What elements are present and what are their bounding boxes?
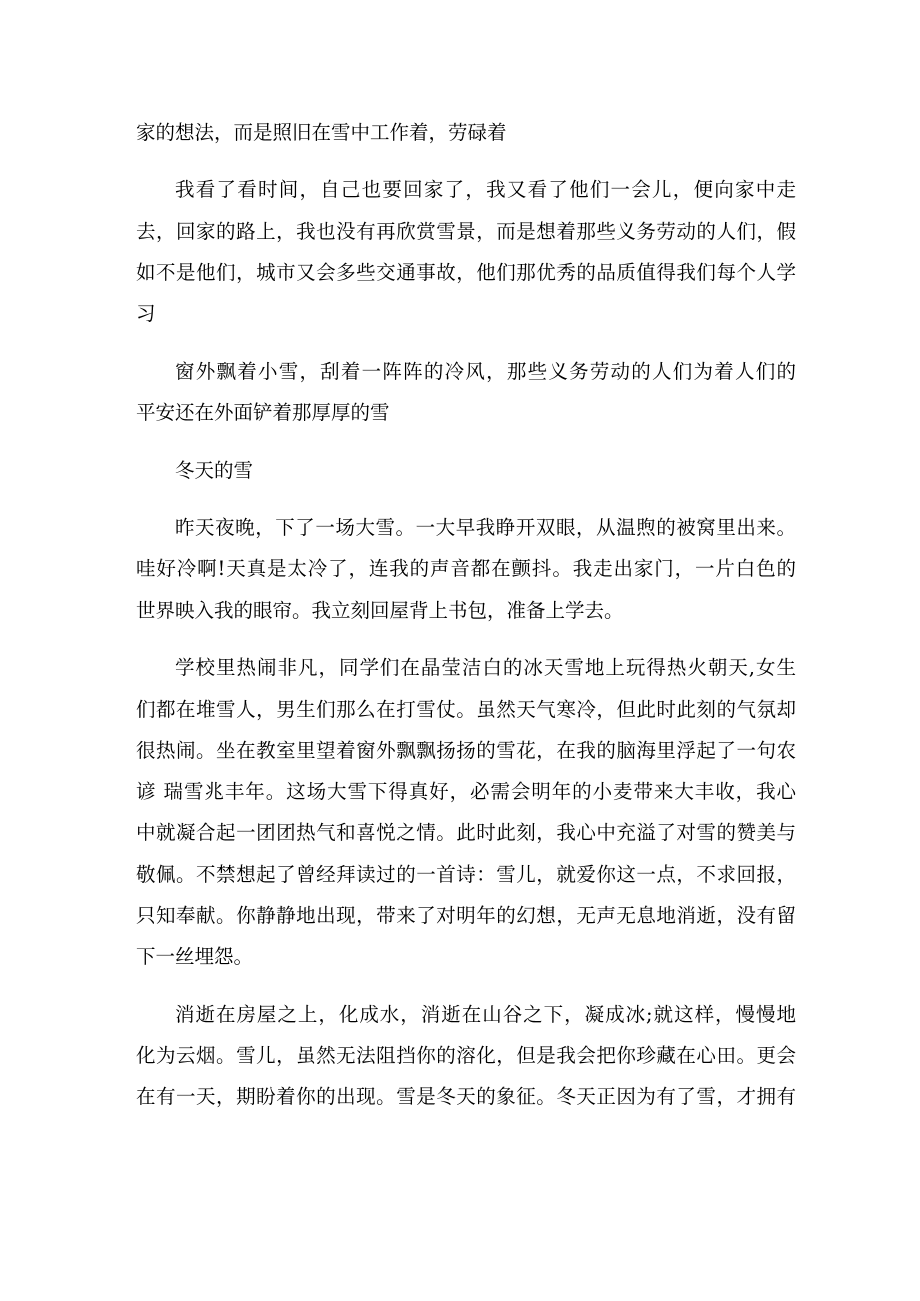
paragraph bbox=[136, 647, 796, 977]
text-line: 窗外飘着小雪，刮着一阵阵的冷风，那些义务劳动的人们为着人们的 bbox=[175, 359, 796, 383]
text-line: 家的想法，而是照旧在雪中工作着，劳碌着 bbox=[136, 121, 507, 144]
text-line: 昨天夜晚，下了一场大雪。一大早我睁开双眼，从温煦的被窝里出来。 bbox=[175, 516, 796, 540]
text-line: 在有一天，期盼着你的出现。雪是冬天的象征。冬天正因为有了雪，才拥有 bbox=[136, 1085, 796, 1109]
text-line: 去，回家的路上，我也没有再欣赏雪景，而是想着那些义务劳动的人们，假 bbox=[136, 219, 796, 243]
text-line: 下一丝埋怨。 bbox=[136, 945, 254, 969]
paragraph bbox=[136, 169, 796, 334]
text-line: 哇好冷啊!天真是太冷了，连我的声音都在颤抖。我走出家门，一片白色的 bbox=[136, 557, 796, 581]
text-line: 只知奉献。你静静地出现，带来了对明年的幻想，无声无息地消逝，没有留 bbox=[136, 903, 796, 927]
paragraph bbox=[136, 450, 796, 491]
text-line: 消逝在房屋之上，化成水，消逝在山谷之下，凝成冰;就这样，慢慢地 bbox=[175, 1002, 796, 1026]
text-line: 学校里热闹非凡，同学们在晶莹洁白的冰天雪地上玩得热火朝天,女生 bbox=[175, 656, 796, 680]
text-line: 我看了看时间，自己也要回家了，我又看了他们一会儿，便向家中走 bbox=[175, 178, 796, 202]
paragraph bbox=[136, 112, 796, 153]
paragraph bbox=[136, 351, 796, 434]
text-line: 如不是他们，城市又会多些交通事故，他们那优秀的品质值得我们每个人学 bbox=[136, 261, 796, 285]
text-line: 敬佩。不禁想起了曾经拜读过的一首诗：雪儿，就爱你这一点，不求回报， bbox=[136, 862, 796, 886]
text-line: 很热闹。坐在教室里望着窗外飘飘扬扬的雪花，在我的脑海里浮起了一句农 bbox=[136, 738, 796, 762]
section-heading: 冬天的雪 bbox=[175, 458, 254, 482]
text-line: 平安还在外面铲着那厚厚的雪 bbox=[136, 401, 390, 425]
text-line: 们都在堆雪人，男生们那么在打雪仗。虽然天气寒冷，但此时此刻的气氛却 bbox=[136, 697, 796, 721]
text-line: 习 bbox=[136, 302, 156, 326]
paragraph bbox=[136, 994, 796, 1118]
text-line: 谚 瑞雪兆丰年。这场大雪下得真好，必需会明年的小麦带来大丰收，我心 bbox=[136, 780, 796, 804]
document-page bbox=[136, 112, 796, 1134]
text-line: 世界映入我的眼帘。我立刻回屋背上书包，准备上学去。 bbox=[136, 598, 624, 622]
text-line: 中就凝合起一团团热气和喜悦之情。此时此刻，我心中充溢了对雪的赞美与 bbox=[136, 821, 796, 845]
paragraph bbox=[136, 507, 796, 631]
text-line: 化为云烟。雪儿，虽然无法阻挡你的溶化，但是我会把你珍藏在心田。更会 bbox=[136, 1044, 796, 1068]
